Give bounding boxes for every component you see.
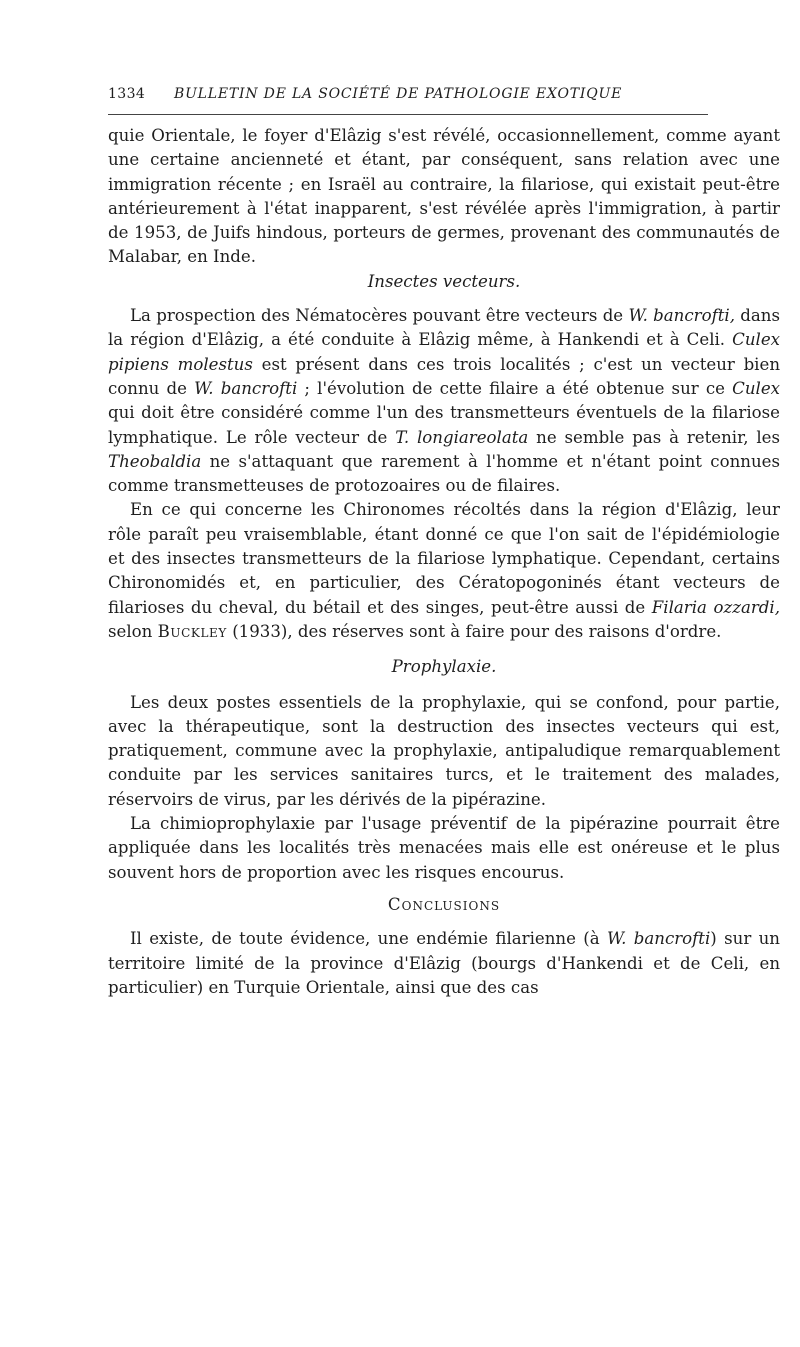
paragraph-conclusions-1: Il existe, de toute évidence, une endémie filarienne (à W. bancrofti) sur un territoire limité de la province d'Elâzig (bourgs d'Hankendi et de Celi, en particulier) en Turquie Orientale, ainsi que des cas (108, 929, 780, 997)
section-heading-prophylaxie: Prophylaxie. (391, 657, 497, 677)
section-heading-conclusions: Conclusions (387, 894, 501, 914)
header-rule (108, 114, 708, 115)
paragraph-prophylaxie-2: La chimioprophylaxie par l'usage préventif de la pipérazine pourrait être appliquée dans les localités très menacées mais elle est onéreuse et le plus souvent hors de proportion avec les risques encourus. (108, 814, 780, 882)
paragraph-vecteurs-2: En ce qui concerne les Chironomes récoltés dans la région d'Elâzig, leur rôle paraît peu vraisemblable, étant donné ce que l'on sait de l'épidémiologie et des insectes transmetteurs de la filariose lymphatique. Cependant, certains Chironomidés et, en particulier, des Cératopogoninés étant vecteurs de filarioses du cheval, du bétail et des singes, peut-être aussi de Filaria ozzardi, selon Buckley (1933), des réserves sont à faire pour des raisons d'ordre. (108, 500, 780, 641)
section-heading-insectes-vecteurs: Insectes vecteurs. (367, 271, 521, 291)
paragraph-continuation: quie Orientale, le foyer d'Elâzig s'est révélé, occasionnellement, comme ayant une certaine ancienneté et étant, par conséquent, sans relation avec une immigration récente ; en Israël au contraire, la filariose, qui existait peut-être antérieurement à l'état inapparent, s'est révélée après l'immigration, à partir de 1953, de Juifs hindous, porteurs de germes, provenant des communautés de Malabar, en Inde. (108, 126, 780, 267)
running-header (108, 86, 676, 102)
author-name: Buckley (157, 621, 227, 641)
page-number: 1334 (108, 86, 146, 102)
paragraph-vecteurs-1: La prospection des Nématocères pouvant être vecteurs de W. bancrofti, dans la région d'Elâzig, a été conduite à Elâzig même, à Hankendi et à Celi. Culex pipiens molestus est présent dans ces trois localités ; c'est un vecteur bien connu de W. bancrofti ; l'évolution de cette filaire a été obtenue sur ce Culex qui doit être considéré comme l'un des transmetteurs éventuels de la filariose lymphatique. Le rôle vecteur de T. longiareolata ne semble pas à retenir, les Theobaldia ne s'attaquant que rarement à l'homme et n'étant point connues comme transmetteuses de protozoaires ou de filaires. (108, 306, 781, 496)
journal-title: BULLETIN DE LA SOCIÉTÉ DE PATHOLOGIE EXOTIQUE (174, 86, 623, 102)
article-body (108, 124, 780, 1000)
paragraph-prophylaxie-1: Les deux postes essentiels de la prophylaxie, qui se confond, pour partie, avec la thérapeutique, sont la destruction des insectes vecteurs qui est, pratiquement, commune avec la prophylaxie, antipaludique remarquablement conduite par les services sanitaires turcs, et le traitement des malades, réservoirs de virus, par les dérivés de la pipérazine. (108, 692, 780, 809)
